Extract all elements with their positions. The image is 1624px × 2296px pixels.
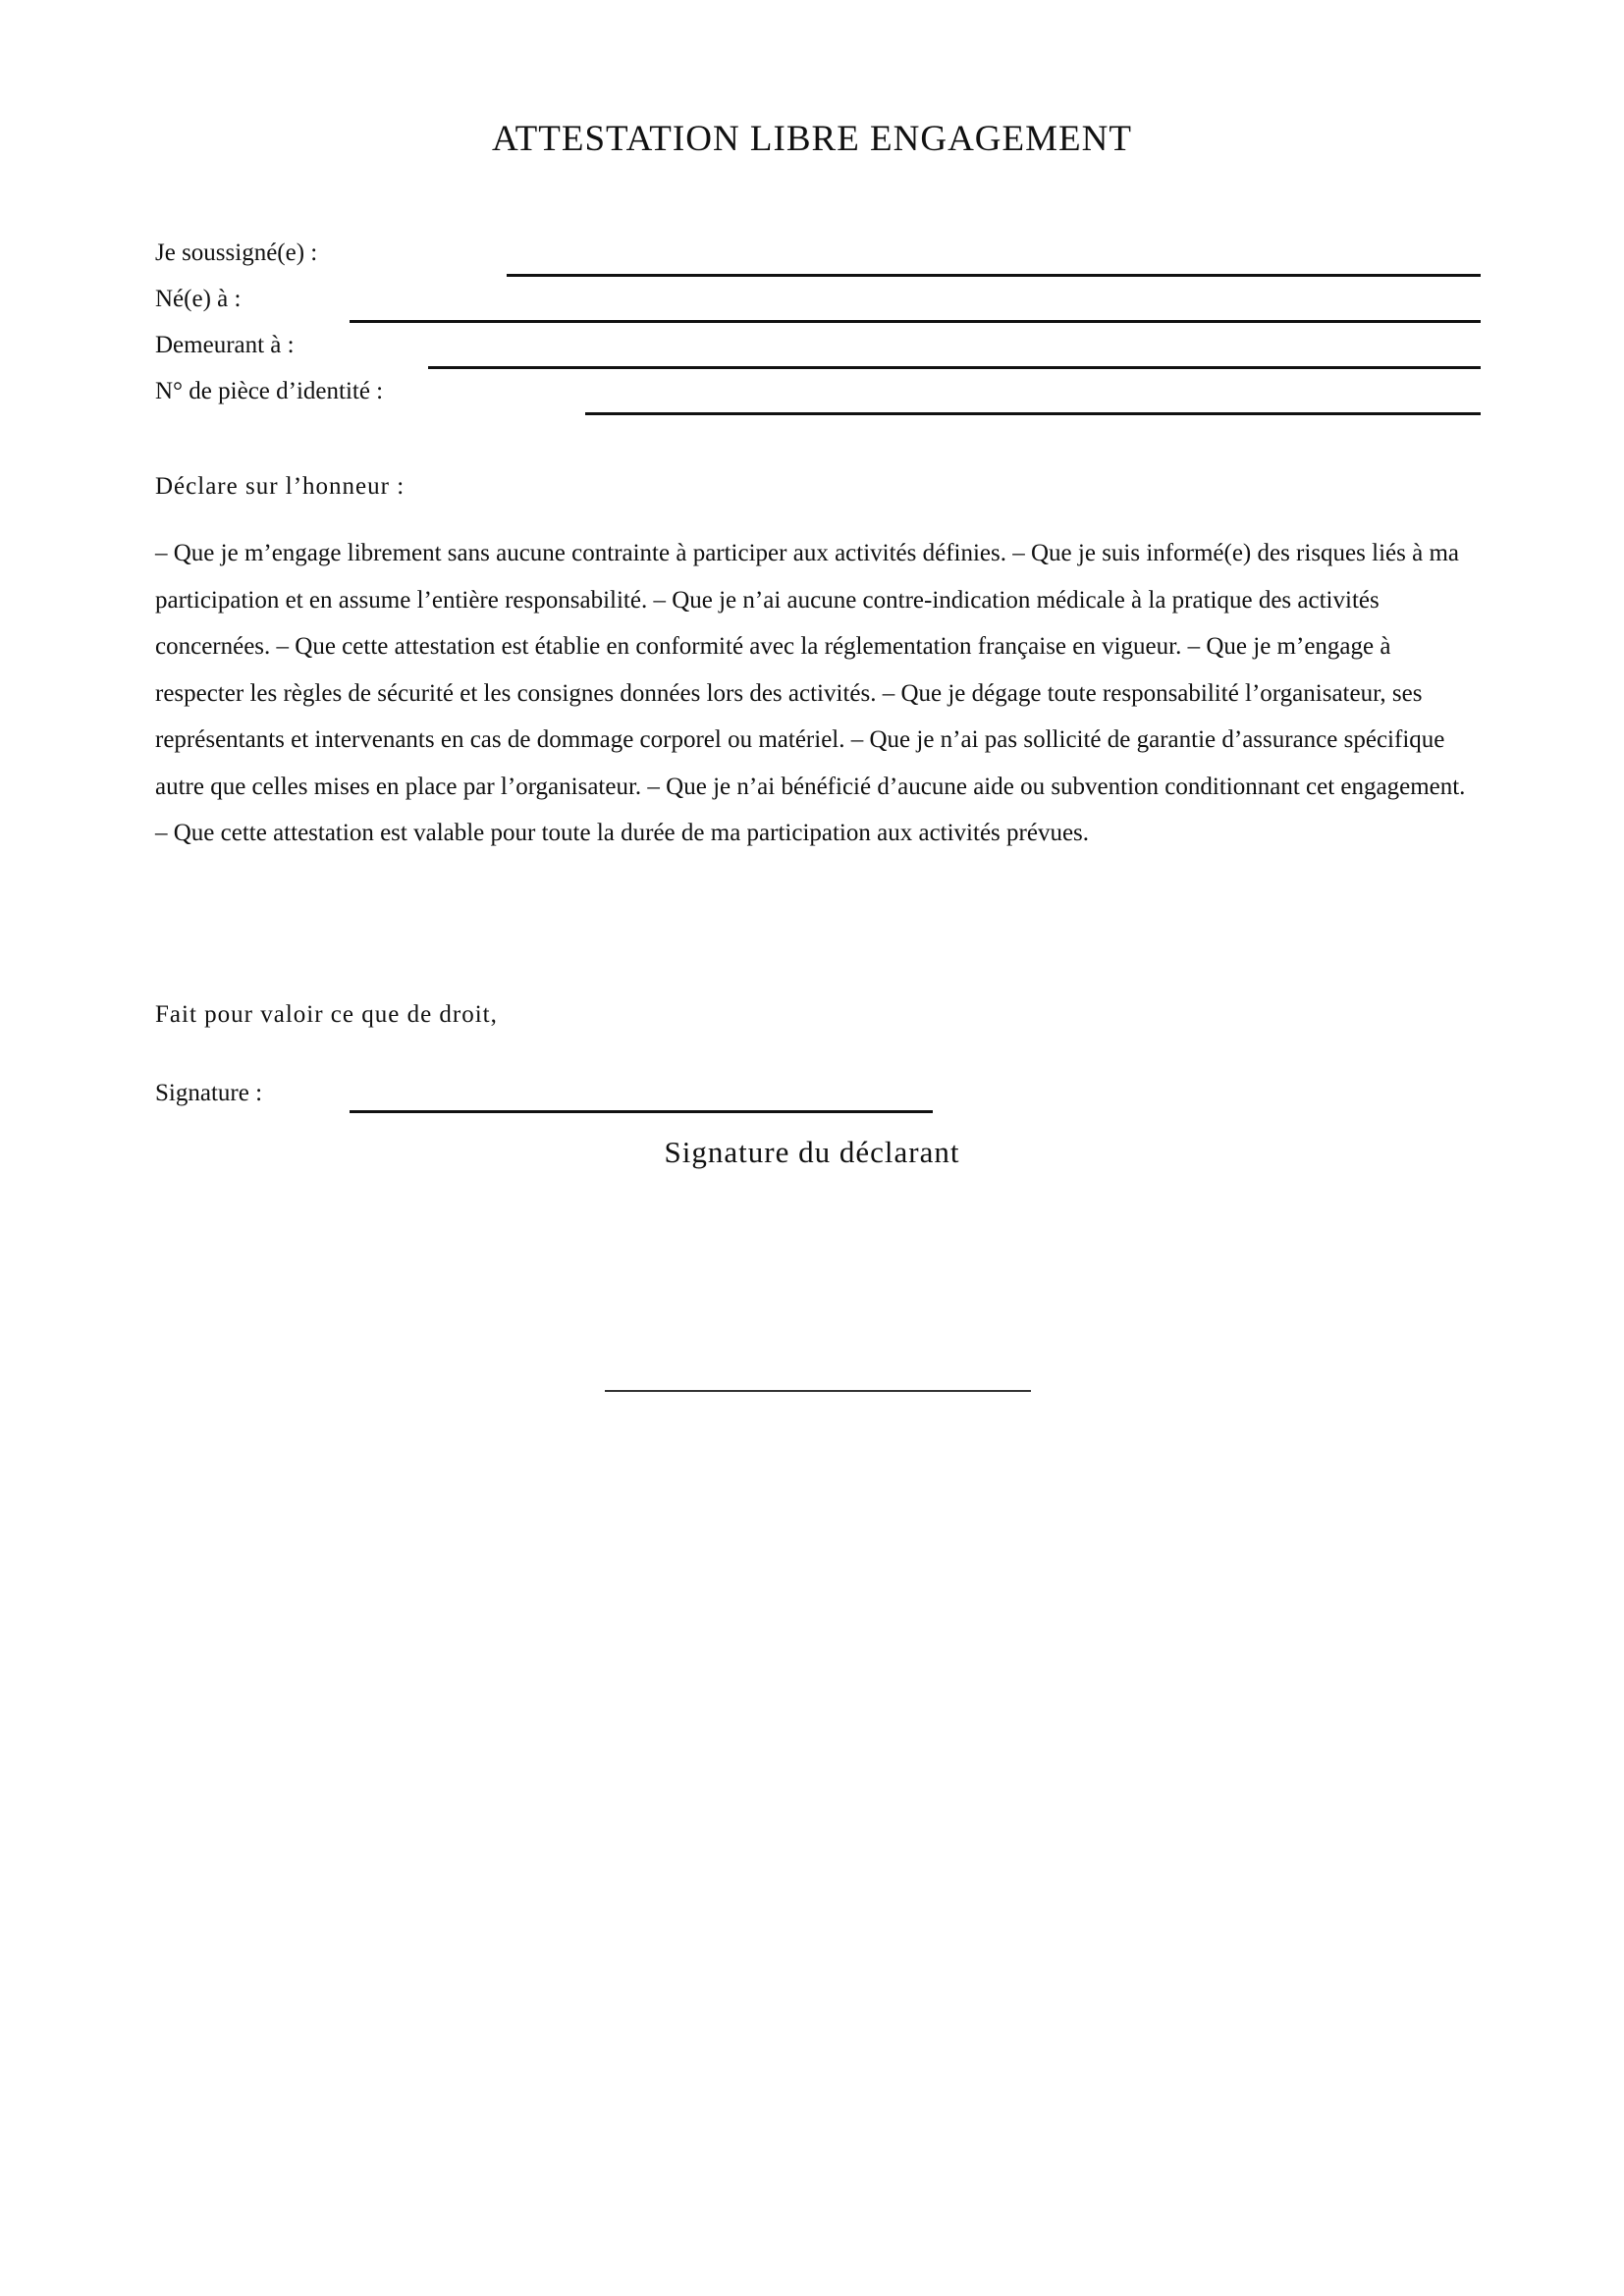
field-name — [155, 240, 1481, 279]
field-id-number — [155, 378, 1481, 417]
field-label-birthplace: Né(e) à : — [155, 286, 242, 312]
field-label-id-number: N° de pièce d’identité : — [155, 378, 384, 404]
field-line-address — [428, 366, 1481, 369]
field-address — [155, 332, 1481, 371]
document-title: ATTESTATION LIBRE ENGAGEMENT — [492, 119, 1132, 159]
declare-heading: Déclare sur l’honneur : — [155, 473, 406, 500]
field-label-address: Demeurant à : — [155, 332, 295, 358]
closing-statement: Fait pour valoir ce que de droit, — [155, 1001, 498, 1028]
signature-row — [155, 1080, 941, 1119]
field-label-name: Je soussigné(e) : — [155, 240, 318, 266]
signature-label: Signature : — [155, 1080, 263, 1106]
field-line-birthplace — [350, 320, 1481, 323]
field-line-name — [507, 274, 1481, 277]
signature-line — [350, 1110, 933, 1113]
declaration-body: – Que je m’engage librement sans aucune contrainte à participer aux activités définies. – Que je suis informé(e) des risques liés à ma participation et en assume l’entière responsabilité. – Que je n’ai aucune contre-indication médicale à la pratique des activités concernées. – Que cette attestation est établie en conformité avec la réglementation française en vigueur. – Que je m’engage à respecter les règles de sécurité et les consignes données lors des activités. – Que je dégage toute responsabilité l’organisateur, ses représentants et intervenants en cas de dommage corporel ou matériel. – Que je n’ai pas sollicité de garantie d’assurance spécifique autre que celles mises en place par l’organisateur. – Que je n’ai bénéficié d’aucune aide ou subvention conditionnant cet engagement. – Que cette attestation est valable pour toute la durée de ma participation aux activités prévues. — [155, 540, 1466, 846]
bottom-signature-line — [605, 1390, 1031, 1392]
field-line-id-number — [585, 412, 1481, 415]
field-birthplace — [155, 286, 1481, 325]
signature-caption: Signature du déclarant — [664, 1135, 960, 1169]
